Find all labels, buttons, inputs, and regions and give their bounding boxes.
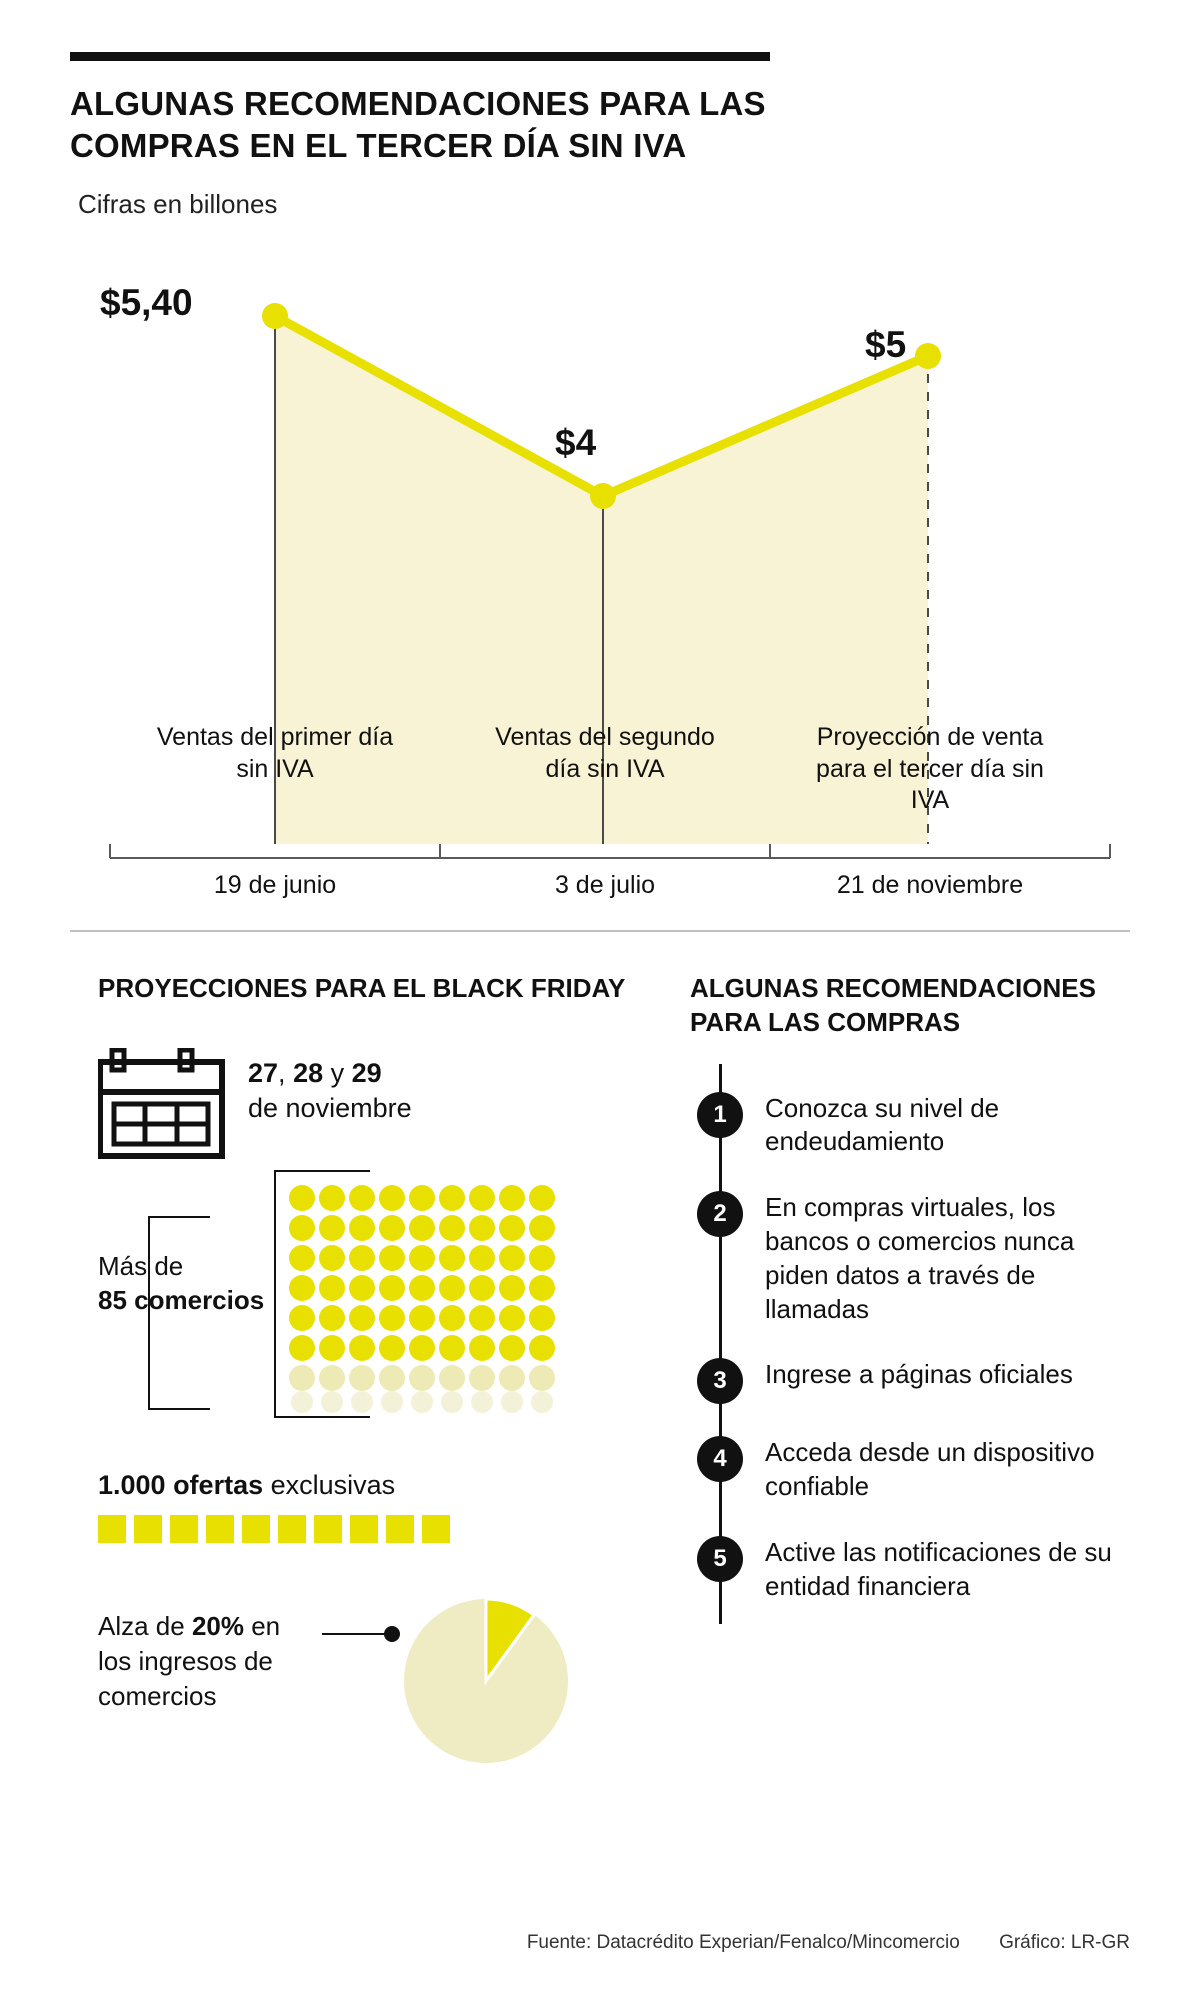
rec-number-2: 2 [697,1191,743,1237]
offers-text [98,1470,668,1501]
stores-frame-left [274,1170,276,1418]
value-label-1: $5,40 [100,282,193,324]
offer-square [350,1515,378,1543]
rec-number-1: 1 [697,1092,743,1138]
bf-day-1: 27 [248,1057,279,1088]
bf-day-3: 29 [351,1057,382,1088]
offer-square [242,1515,270,1543]
offers-squares [98,1515,668,1543]
rec-text-1: Conozca su nivel de endeudamiento [765,1092,1000,1157]
income-label [98,1609,328,1714]
rec-number-5: 5 [697,1536,743,1582]
value-label-3: $5 [865,324,907,366]
list-item [690,1092,1130,1160]
recommendations-column [690,972,1130,1636]
footer-source: Fuente: Datacrédito Experian/Fenalco/Mincomercio [526,1932,960,1953]
offer-square [422,1515,450,1543]
offer-square [98,1515,126,1543]
stores-label-line1: Más de [98,1250,184,1281]
offers-suffix: exclusivas [263,1469,396,1500]
x-tick-2: 3 de julio [554,871,656,900]
stores-bracket [148,1216,210,1410]
page-title: ALGUNAS RECOMENDACIONES PARA LAS COMPRAS EN EL TERCER DÍA SIN IVA [70,85,766,165]
category-label-3: Proyección de venta para el tercer día sin IVA [816,723,1044,814]
black-friday-heading: PROYECCIONES PARA EL BLACK FRIDAY [98,973,626,1003]
stores-frame-bottom [274,1416,370,1418]
income-block [98,1587,668,1767]
offer-square [314,1515,342,1543]
x-tick-1: 19 de junio [213,871,337,900]
offer-square [170,1515,198,1543]
footer-credit: Gráfico: LR-GR [999,1932,1130,1953]
infographic-page [0,52,1200,2005]
income-post: en [244,1610,281,1641]
offer-square [386,1515,414,1543]
income-pct: 20% [191,1610,244,1641]
income-line3: comercios [98,1680,217,1711]
income-connector [322,1633,388,1635]
offer-square [278,1515,306,1543]
rec-text-2: En compras virtuales, los bancos o comercios nunca piden datos a través de llamadas [765,1192,1075,1324]
rec-text-4: Acceda desde un dispositivo confiable [765,1437,1095,1502]
stores-block [98,1184,668,1464]
section-divider [70,930,1130,932]
list-item [690,1358,1130,1404]
lower-section [70,972,1130,1932]
recommendations-list [690,1092,1130,1604]
line-chart [70,244,1130,900]
list-item [690,1536,1130,1604]
list-item [690,1436,1130,1504]
rec-number-3: 3 [697,1358,743,1404]
title-rule [70,52,770,61]
offer-square [134,1515,162,1543]
rec-text-5: Active las notificaciones de su entidad financiera [765,1536,1112,1601]
calendar-icon [98,1048,230,1165]
rec-text-3: Ingrese a páginas oficiales [765,1359,1073,1390]
bf-month: de noviembre [248,1092,412,1123]
footer [70,1932,1130,1954]
income-line2: los ingresos de [98,1645,273,1676]
value-label-2: $4 [555,422,597,464]
stores-dot-grid [288,1184,568,1414]
income-pie-chart [386,1589,586,1769]
recommendations-heading: ALGUNAS RECOMENDACIONES PARA LAS COMPRAS [690,973,1096,1037]
offers-count: 1.000 ofertas [98,1469,264,1500]
category-label-2: Ventas del segundo día sin IVA [495,723,715,783]
data-point-2 [590,483,616,509]
list-item [690,1191,1130,1326]
stores-label-line2: 85 comercios [98,1284,265,1315]
offer-square [206,1515,234,1543]
rec-number-4: 4 [697,1436,743,1482]
calendar-block [98,1048,668,1160]
data-point-3 [915,343,941,369]
bf-day-2: 28 [293,1057,324,1088]
x-tick-3: 21 de noviembre [836,871,1024,900]
category-label-1: Ventas del primer día sin IVA [156,723,394,783]
offers-block [98,1470,668,1543]
bf-sep-1: , [278,1057,294,1088]
stores-frame-top [274,1170,370,1172]
black-friday-column [98,972,668,1767]
bf-sep-2: y [323,1057,352,1088]
data-point-1 [262,303,288,329]
income-pre: Alza de [98,1610,192,1641]
calendar-dates [248,1056,412,1126]
chart-subtitle: Cifras en billones [78,189,278,220]
